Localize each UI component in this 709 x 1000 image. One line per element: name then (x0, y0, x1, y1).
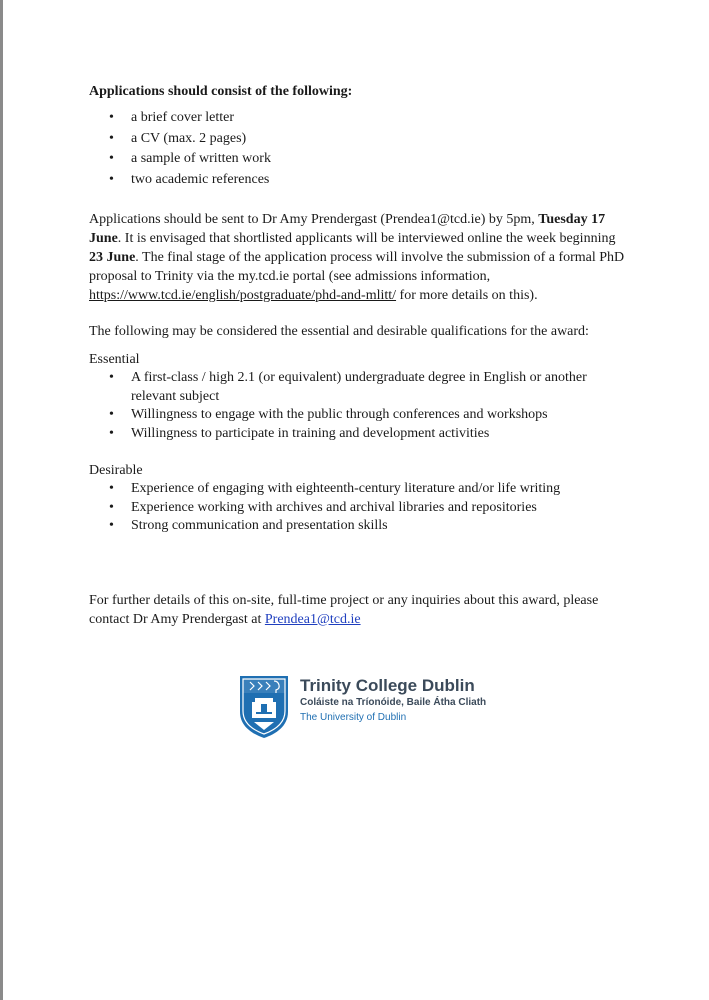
applications-heading: Applications should consist of the following: (89, 84, 353, 99)
interview-week-date: 23 June (89, 250, 136, 265)
essential-qualifications-list (89, 369, 629, 443)
list-item: • Strong communication and presentation skills (89, 517, 629, 536)
contact-text: For further details of this on-site, full-time project or any inquiries about this award, please contact Dr Amy Prendergast at (89, 592, 599, 627)
tcd-logo (238, 674, 498, 740)
logo-title: Trinity College Dublin (300, 676, 475, 695)
admissions-url-link[interactable]: https://www.tcd.ie/english/postgraduate/phd-and-mlitt/ (89, 288, 397, 303)
contact-paragraph (89, 591, 629, 629)
submission-text-2: . It is envisaged that shortlisted applicants will be interviewed online the week beginning (117, 231, 616, 246)
page-edge-rule (0, 0, 3, 1000)
list-item: • a sample of written work (89, 149, 629, 170)
submission-text-3: . The final stage of the application process will involve the submission of a formal PhD proposal to Trinity via the my.tcd.ie portal (see admissions information, (89, 250, 625, 284)
logo-irish-name: Coláiste na Tríonóide, Baile Átha Cliath (300, 697, 487, 708)
list-item: • Willingness to engage with the public through conferences and workshops (89, 406, 629, 425)
essential-label: Essential (89, 352, 140, 367)
logo-subtitle: The University of Dublin (300, 712, 407, 723)
qualifications-intro: The following may be considered the essential and desirable qualifications for the award: (89, 324, 589, 339)
list-item: • Experience working with archives and archival libraries and repositories (89, 499, 629, 518)
list-item: • A first-class / high 2.1 (or equivalent) undergraduate degree in English or another relevant subject (89, 369, 629, 406)
submission-paragraph (89, 210, 629, 305)
document-page (89, 82, 629, 629)
list-item: • Willingness to participate in training and development activities (89, 425, 629, 444)
logo-wordmark (300, 675, 486, 725)
submission-text-4: for more details on this). (396, 288, 538, 303)
deadline-date: Tuesday 17 June (89, 212, 606, 246)
desirable-qualifications-list (89, 480, 629, 536)
submission-text-1: Applications should be sent to Dr Amy Prendergast (Prendea1@tcd.ie) by 5pm, (89, 212, 539, 227)
desirable-label: Desirable (89, 463, 143, 478)
list-item: • Experience of engaging with eighteenth-century literature and/or life writing (89, 480, 629, 499)
contact-email-link[interactable]: Prendea1@tcd.ie (264, 611, 361, 627)
application-requirements-list (89, 108, 629, 190)
list-item: • two academic references (89, 170, 629, 191)
list-item: • a CV (max. 2 pages) (89, 129, 629, 150)
list-item: • a brief cover letter (89, 108, 629, 129)
tcd-crest-icon (238, 674, 290, 740)
